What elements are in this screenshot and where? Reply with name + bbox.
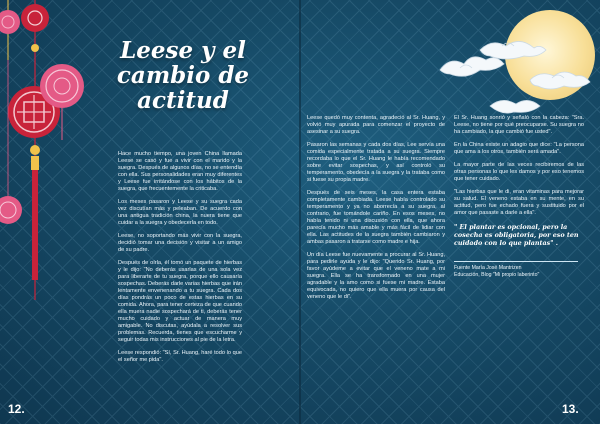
text-column-2: [307, 115, 445, 307]
clouds-decoration: [420, 10, 600, 130]
paragraph: En la China existe un adagio que dice: "La persona que ama a los otros, también será amada".: [454, 142, 584, 155]
title-line-1: Leese y el: [120, 37, 246, 64]
paragraph: El Sr. Huang sonrió y señaló con la cabeza: "Sra. Leese, no tiene por qué preocuparse. Su suegra no ha cambiado, la que cambió fue usted".: [454, 115, 584, 135]
title-line-3: actitud: [137, 87, 229, 114]
paragraph: Un día Leese fue nuevamente a procurar al Sr. Huang, para pedirle ayuda y le dijo: "Querido Sr. Huang, por favor ayúdeme a evitar que el veneno mate a mi suegra. Ella se ha transformado en una mujer agradable y la amo como si fuese mi madre. Estaba equivocada, no quiero que ella muera por causa del veneno que le di".: [307, 252, 445, 300]
title-line-2: cambio de: [116, 62, 250, 89]
source-line-2: Educación, Blog "Mi propio laberinto": [454, 271, 540, 278]
paragraph: Pasaron las semanas y cada dos días, Lee servía una comida especialmente tratada a su suegra. Siempre recordaba lo que el Sr. Huang le había recomendado sobre evitar sospechas, y así controló su temperamento, obedecía a la suegra y la trataba como si fuese su propia madre.: [307, 142, 445, 183]
text-column-1: [118, 151, 242, 370]
divider: [454, 261, 578, 262]
page-number-left: 12.: [8, 402, 25, 416]
paragraph: Los meses pasaron y Leese y su suegra cada vez discutían más y peleaban. De acuerdo con una antigua tradición china, la nuera tiene que cuidar a la suegra y obedecerla en todo.: [118, 199, 242, 226]
article-title: [108, 38, 258, 113]
pull-quote: " El plantar es opcional, pero la cosecha es obligatoria, por eso ten cuidado con lo que plantas" .: [454, 223, 579, 247]
paragraph: Hace mucho tiempo, una joven China llamada Leese se casó y fue a vivir con el marido y la suegra. Después de algunos días, no se entendía con ella. Sus personalidades eran muy diferentes y Leese fue irritándose con los hábitos de la suegra, que frecuentemente la criticaba.: [118, 151, 242, 192]
page-number-right: 13.: [562, 402, 579, 416]
paragraph: Leese respondió: "Sí, Sr. Huang, haré todo lo que el señor me pida".: [118, 350, 242, 363]
paragraph: Después de seis meses, la casa entera estaba completamente cambiada. Leese había controlado su temperamento y ya no aborrecía a su suegra, al contrario, fue tomándole cariño. En esos meses, no había tenido ni una discusión con ella, que ahora parecía mucho más amable y más fácil de lidiar con ella. Las actitudes de la suegra también cambiaron y ambas pasaron a tratarse como madre e hija.: [307, 190, 445, 245]
paragraph: La mayor parte de las veces recibiremos de las otras personas lo que les damos y por eso tenemos que tener cuidado.: [454, 162, 584, 182]
page-fold: [299, 0, 301, 424]
paragraph: Leese quedó muy contenta, agradeció al Sr. Huang, y volvió muy apurada para comenzar el proyecto de asesinar a su suegra.: [307, 115, 445, 135]
paragraph: Después de oírla, él tomó un paquete de hierbas y le dijo: "No deberás usarlas de una sola vez para liberarte de tu suegra, porque ello causaría sospechas. Deberás darle varias hierbas que irán lentamente envenenando a tu suegra. Cada dos días pondrás un poco de estas hierbas en su comida. Ahora, para tener certeza de que cuando ella muera nadie sospechará de ti, deberás tener mucho cuidado y actuar de manera muy amigable. No discutas, ayúdala a resolver sus problemas. Recuerda, tienes que escucharme y seguir todas mis instrucciones al pie de la letra.: [118, 260, 242, 343]
paragraph: Leese, no soportando más vivir con la suegra, decidió tomar una decisión y visitar a un amigo de su padre.: [118, 233, 242, 253]
chinese-lanterns-decoration: [0, 0, 120, 300]
paragraph: "Las hierbas que le di, eran vitaminas para mejorar su salud. El veneno estaba en su mente, en su actitud, pero fue echado fuera y sustituido por el amor que pasaste a darle a ella".: [454, 189, 584, 216]
source-line-1: Fuente María José Mantrizen: [454, 265, 522, 271]
text-column-3: [454, 115, 584, 278]
